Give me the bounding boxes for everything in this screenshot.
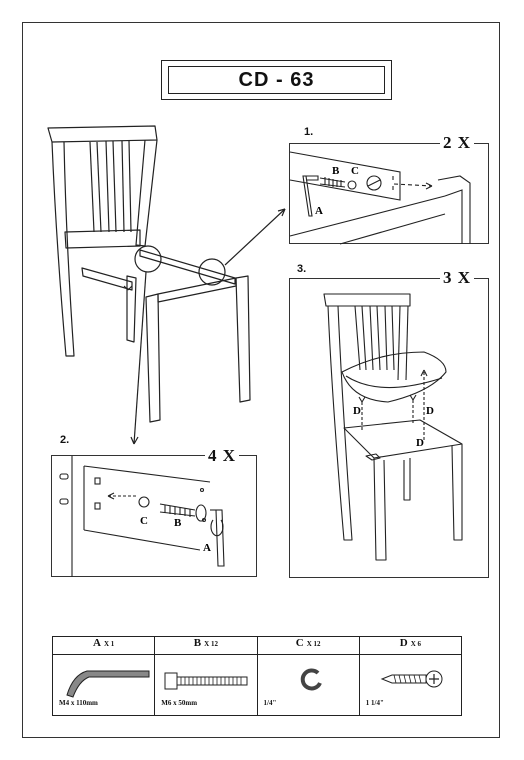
part-a-header — [53, 637, 155, 655]
step-1-label-b: B — [332, 165, 340, 177]
step-1-quantity: 2 X — [440, 133, 474, 153]
part-b-cell — [155, 655, 257, 716]
part-a-count: X 1 — [103, 640, 115, 648]
part-d-count: X 6 — [410, 640, 421, 648]
step-3-label-d-left: D — [353, 405, 361, 417]
part-b-header — [155, 637, 257, 655]
part-c-letter: C — [295, 637, 304, 649]
part-d-size: 1 1/4" — [365, 699, 384, 707]
part-a-cell — [53, 655, 155, 716]
step-3-quantity: 3 X — [440, 268, 474, 288]
parts-body-row — [53, 655, 462, 716]
step-3-label-d-bottom: D — [416, 437, 424, 449]
part-d-cell — [359, 655, 461, 716]
step-2-label-c: C — [140, 515, 148, 527]
part-a-size: M4 x 110mm — [59, 699, 98, 707]
step-3-number: 3. — [297, 263, 307, 275]
step-2-label-b: B — [174, 517, 182, 529]
hex-key-icon — [59, 661, 159, 701]
step-3-label-d-right: D — [426, 405, 434, 417]
step-1-label-a: A — [315, 205, 323, 217]
part-b-count: X 12 — [204, 640, 218, 648]
step-2-label-a: A — [203, 542, 211, 554]
part-b-letter: B — [193, 637, 202, 649]
step-1-number: 1. — [304, 126, 314, 138]
part-a-letter: A — [92, 637, 101, 649]
parts-header-row — [53, 637, 462, 655]
part-c-size: 1/4" — [263, 699, 277, 707]
wood-screw-icon — [378, 669, 448, 689]
part-c-cell — [257, 655, 359, 716]
spring-washer-icon — [296, 665, 326, 695]
page-title: CD - 63 — [238, 68, 315, 91]
step-2-number: 2. — [60, 434, 70, 446]
step-1-label-c: C — [351, 165, 359, 177]
part-c-count: X 12 — [306, 640, 321, 648]
part-d-header — [359, 637, 461, 655]
step-2-quantity: 4 X — [205, 446, 239, 466]
part-b-size: M6 x 50mm — [161, 699, 198, 707]
bolt-icon — [163, 669, 253, 693]
part-c-header — [257, 637, 359, 655]
part-d-letter: D — [399, 637, 408, 649]
parts-table — [52, 636, 462, 716]
